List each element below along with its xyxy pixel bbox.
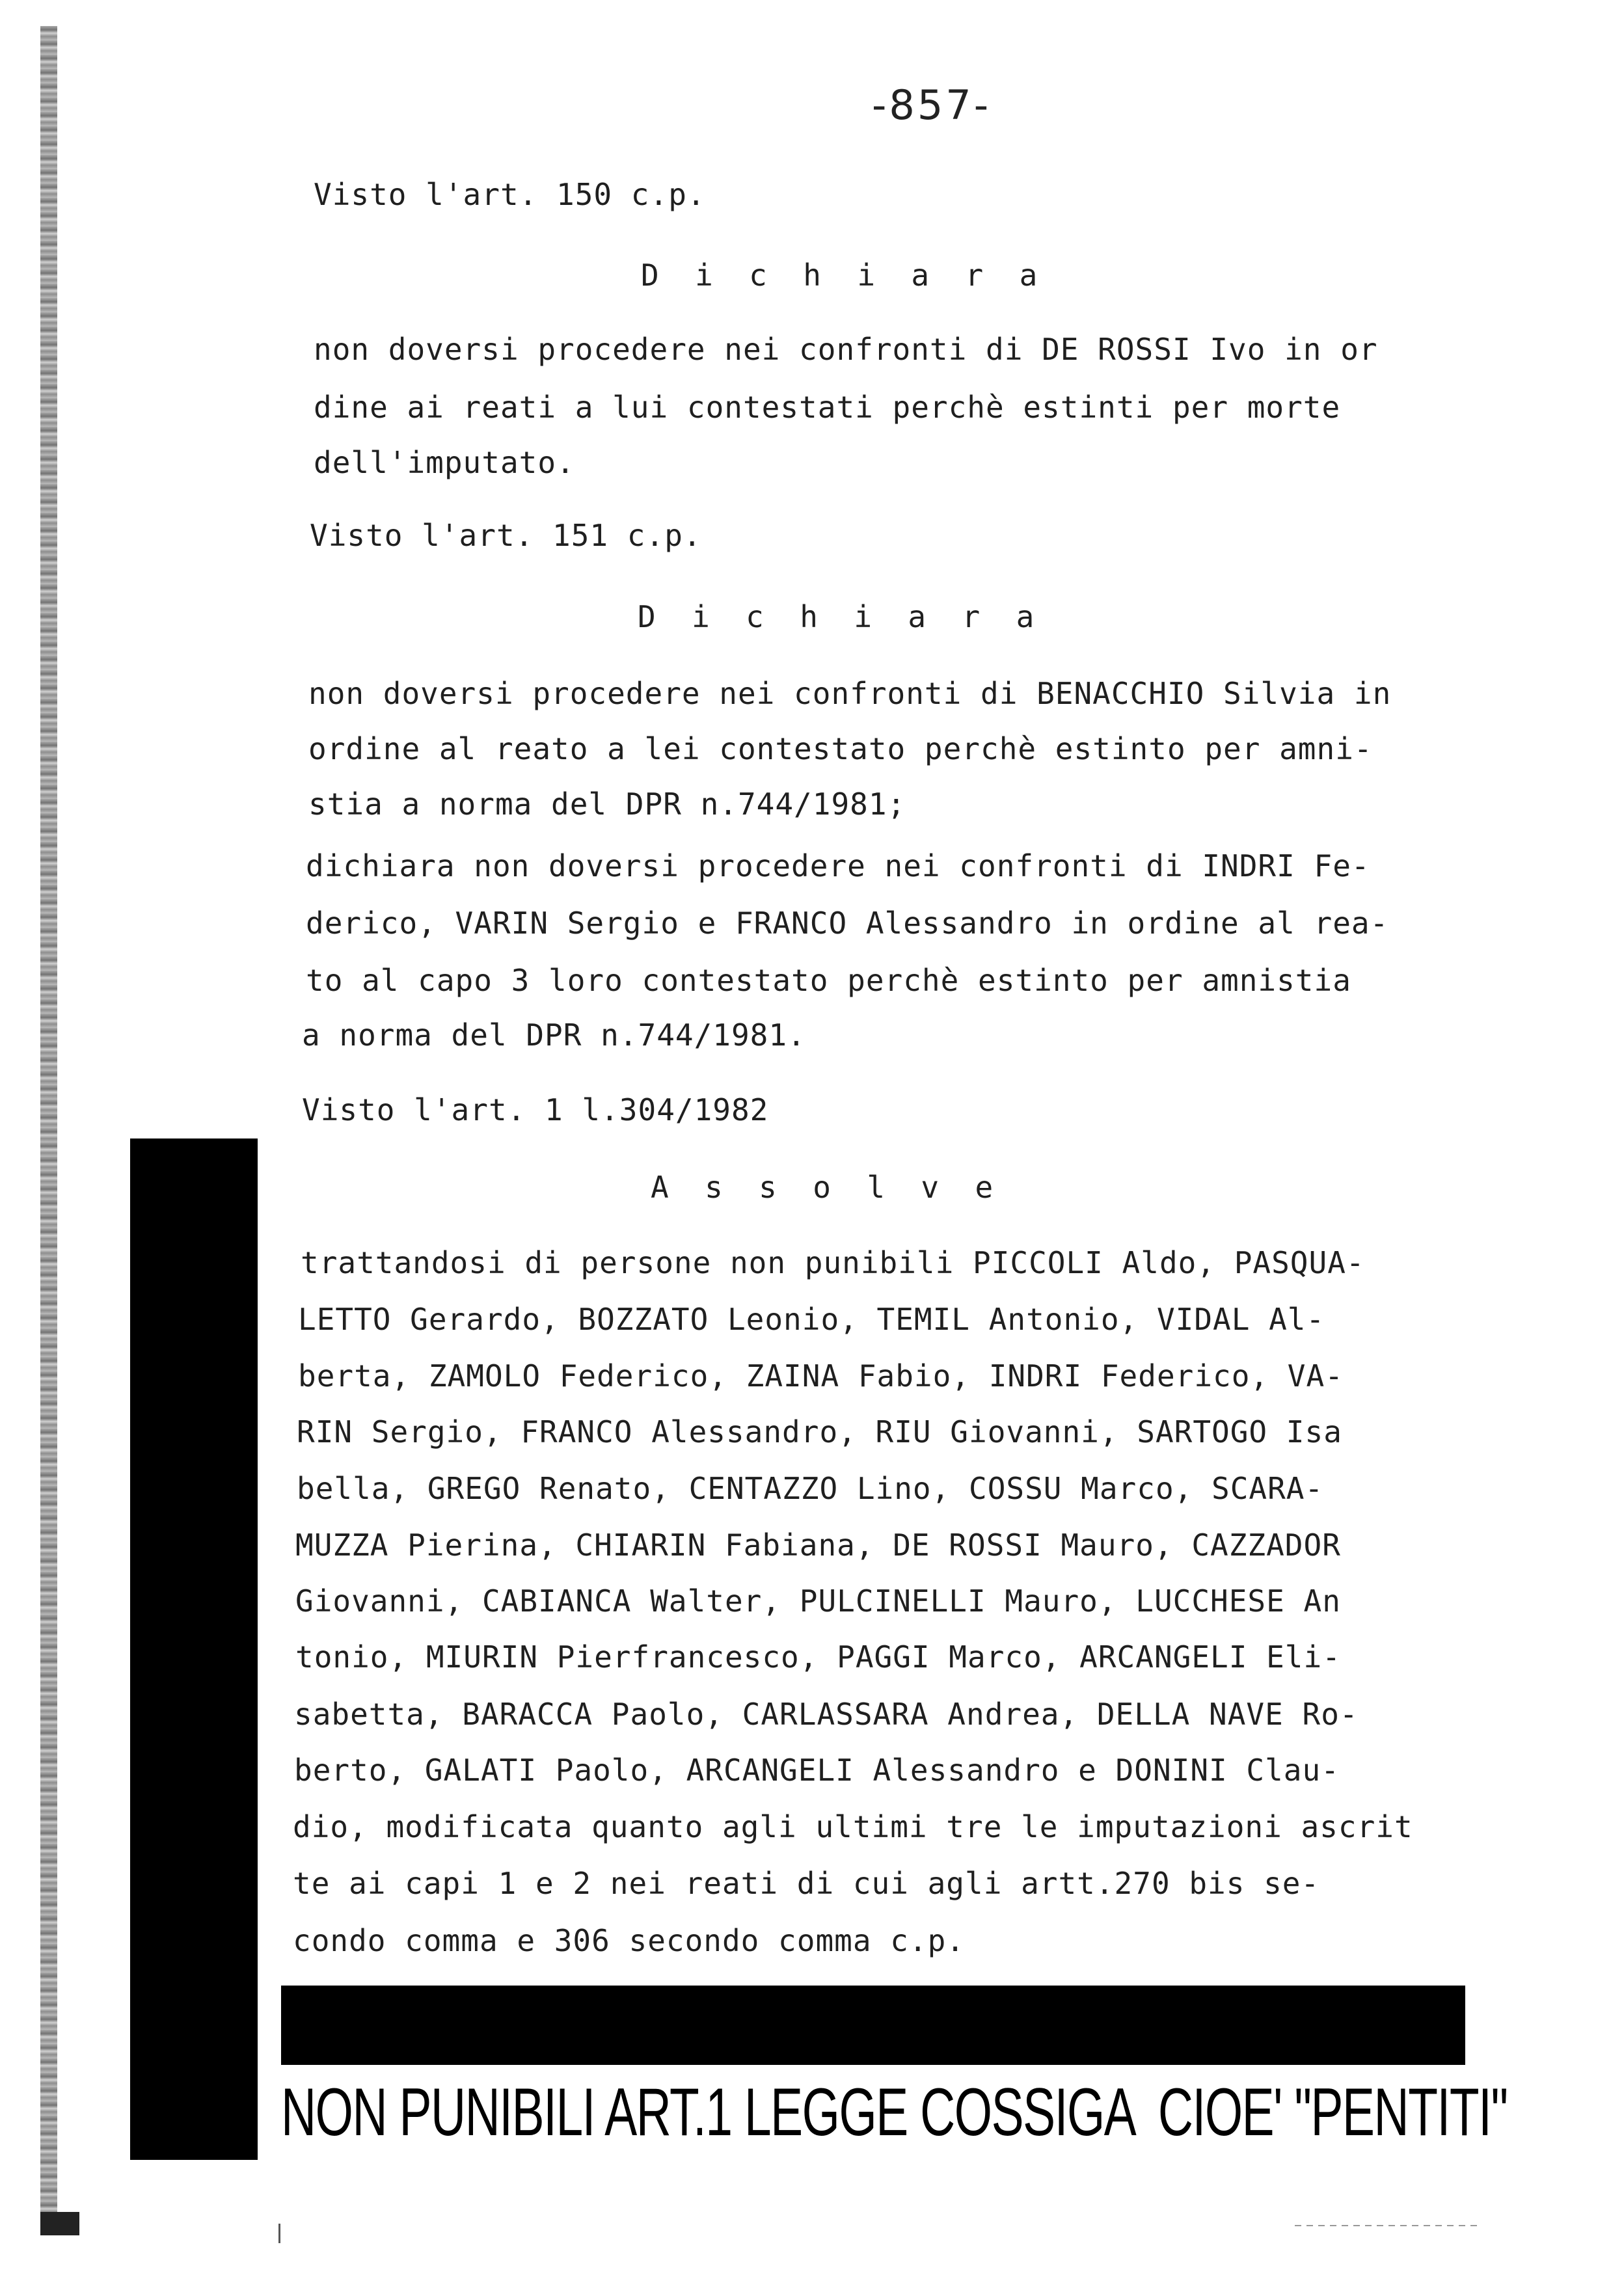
text-line: dichiara non doversi procedere nei confronti di INDRI Fe- <box>306 848 1370 883</box>
scan-dash <box>1295 2225 1477 2226</box>
binding-scan-edge <box>40 26 57 2212</box>
binding-scan-corner <box>40 2212 79 2235</box>
heading-dichiara: D i c h i a r a <box>641 258 1038 293</box>
text-line: Visto l'art. 150 c.p. <box>314 177 706 212</box>
text-line: berta, ZAMOLO Federico, ZAINA Fabio, INDRI Federico, VA- <box>298 1358 1344 1394</box>
text-line: te ai capi 1 e 2 nei reati di cui agli artt.270 bis se- <box>293 1866 1320 1901</box>
text-line: Giovanni, CABIANCA Walter, PULCINELLI Mauro, LUCCHESE An <box>295 1583 1341 1619</box>
heading-assolve: A s s o l v e <box>651 1170 994 1205</box>
text-line: dio, modificata quanto agli ultimi tre le imputazioni ascrit <box>293 1809 1413 1844</box>
text-line: stia a norma del DPR n.744/1981; <box>308 787 906 822</box>
redaction-bar-horizontal <box>281 1986 1465 2065</box>
text-line: Visto l'art. 1 l.304/1982 <box>302 1092 769 1127</box>
text-line: dine ai reati a lui contestati perchè estinti per morte <box>314 390 1341 425</box>
stamp-annotation: NON PUNIBILI ART.1 LEGGE COSSIGA CIOE' "PENTITI" <box>281 2075 1508 2150</box>
text-line: dell'imputato. <box>314 445 575 480</box>
text-line: to al capo 3 loro contestato perchè estinto per amnistia <box>306 963 1351 998</box>
heading-dichiara: D i c h i a r a <box>638 599 1035 634</box>
text-line: non doversi procedere nei confronti di BENACCHIO Silvia in <box>308 676 1392 711</box>
text-line: MUZZA Pierina, CHIARIN Fabiana, DE ROSSI Mauro, CAZZADOR <box>295 1528 1341 1563</box>
text-line: a norma del DPR n.744/1981. <box>302 1017 806 1053</box>
text-line: tonio, MIURIN Pierfrancesco, PAGGI Marco, ARCANGELI Eli- <box>295 1639 1341 1675</box>
text-line: non doversi procedere nei confronti di DE ROSSI Ivo in or <box>314 332 1378 367</box>
text-line: bella, GREGO Renato, CENTAZZO Lino, COSSU Marco, SCARA- <box>297 1471 1324 1506</box>
text-line: berto, GALATI Paolo, ARCANGELI Alessandro e DONINI Clau- <box>294 1753 1340 1788</box>
scan-mark <box>278 2224 280 2243</box>
text-line: derico, VARIN Sergio e FRANCO Alessandro in ordine al rea- <box>306 906 1389 941</box>
page-number: -857- <box>872 81 992 129</box>
redaction-bar-vertical <box>130 1138 258 2160</box>
text-line: Visto l'art. 151 c.p. <box>310 518 702 553</box>
text-line: ordine al reato a lei contestato perchè estinto per amni- <box>308 731 1373 766</box>
text-line: sabetta, BARACCA Paolo, CARLASSARA Andrea, DELLA NAVE Ro- <box>294 1697 1359 1732</box>
text-line: trattandosi di persone non punibili PICCOLI Aldo, PASQUA- <box>301 1245 1365 1280</box>
text-line: RIN Sergio, FRANCO Alessandro, RIU Giovanni, SARTOGO Isa <box>297 1414 1342 1449</box>
text-line: LETTO Gerardo, BOZZATO Leonio, TEMIL Antonio, VIDAL Al- <box>298 1302 1325 1337</box>
text-line: condo comma e 306 secondo comma c.p. <box>293 1923 965 1958</box>
